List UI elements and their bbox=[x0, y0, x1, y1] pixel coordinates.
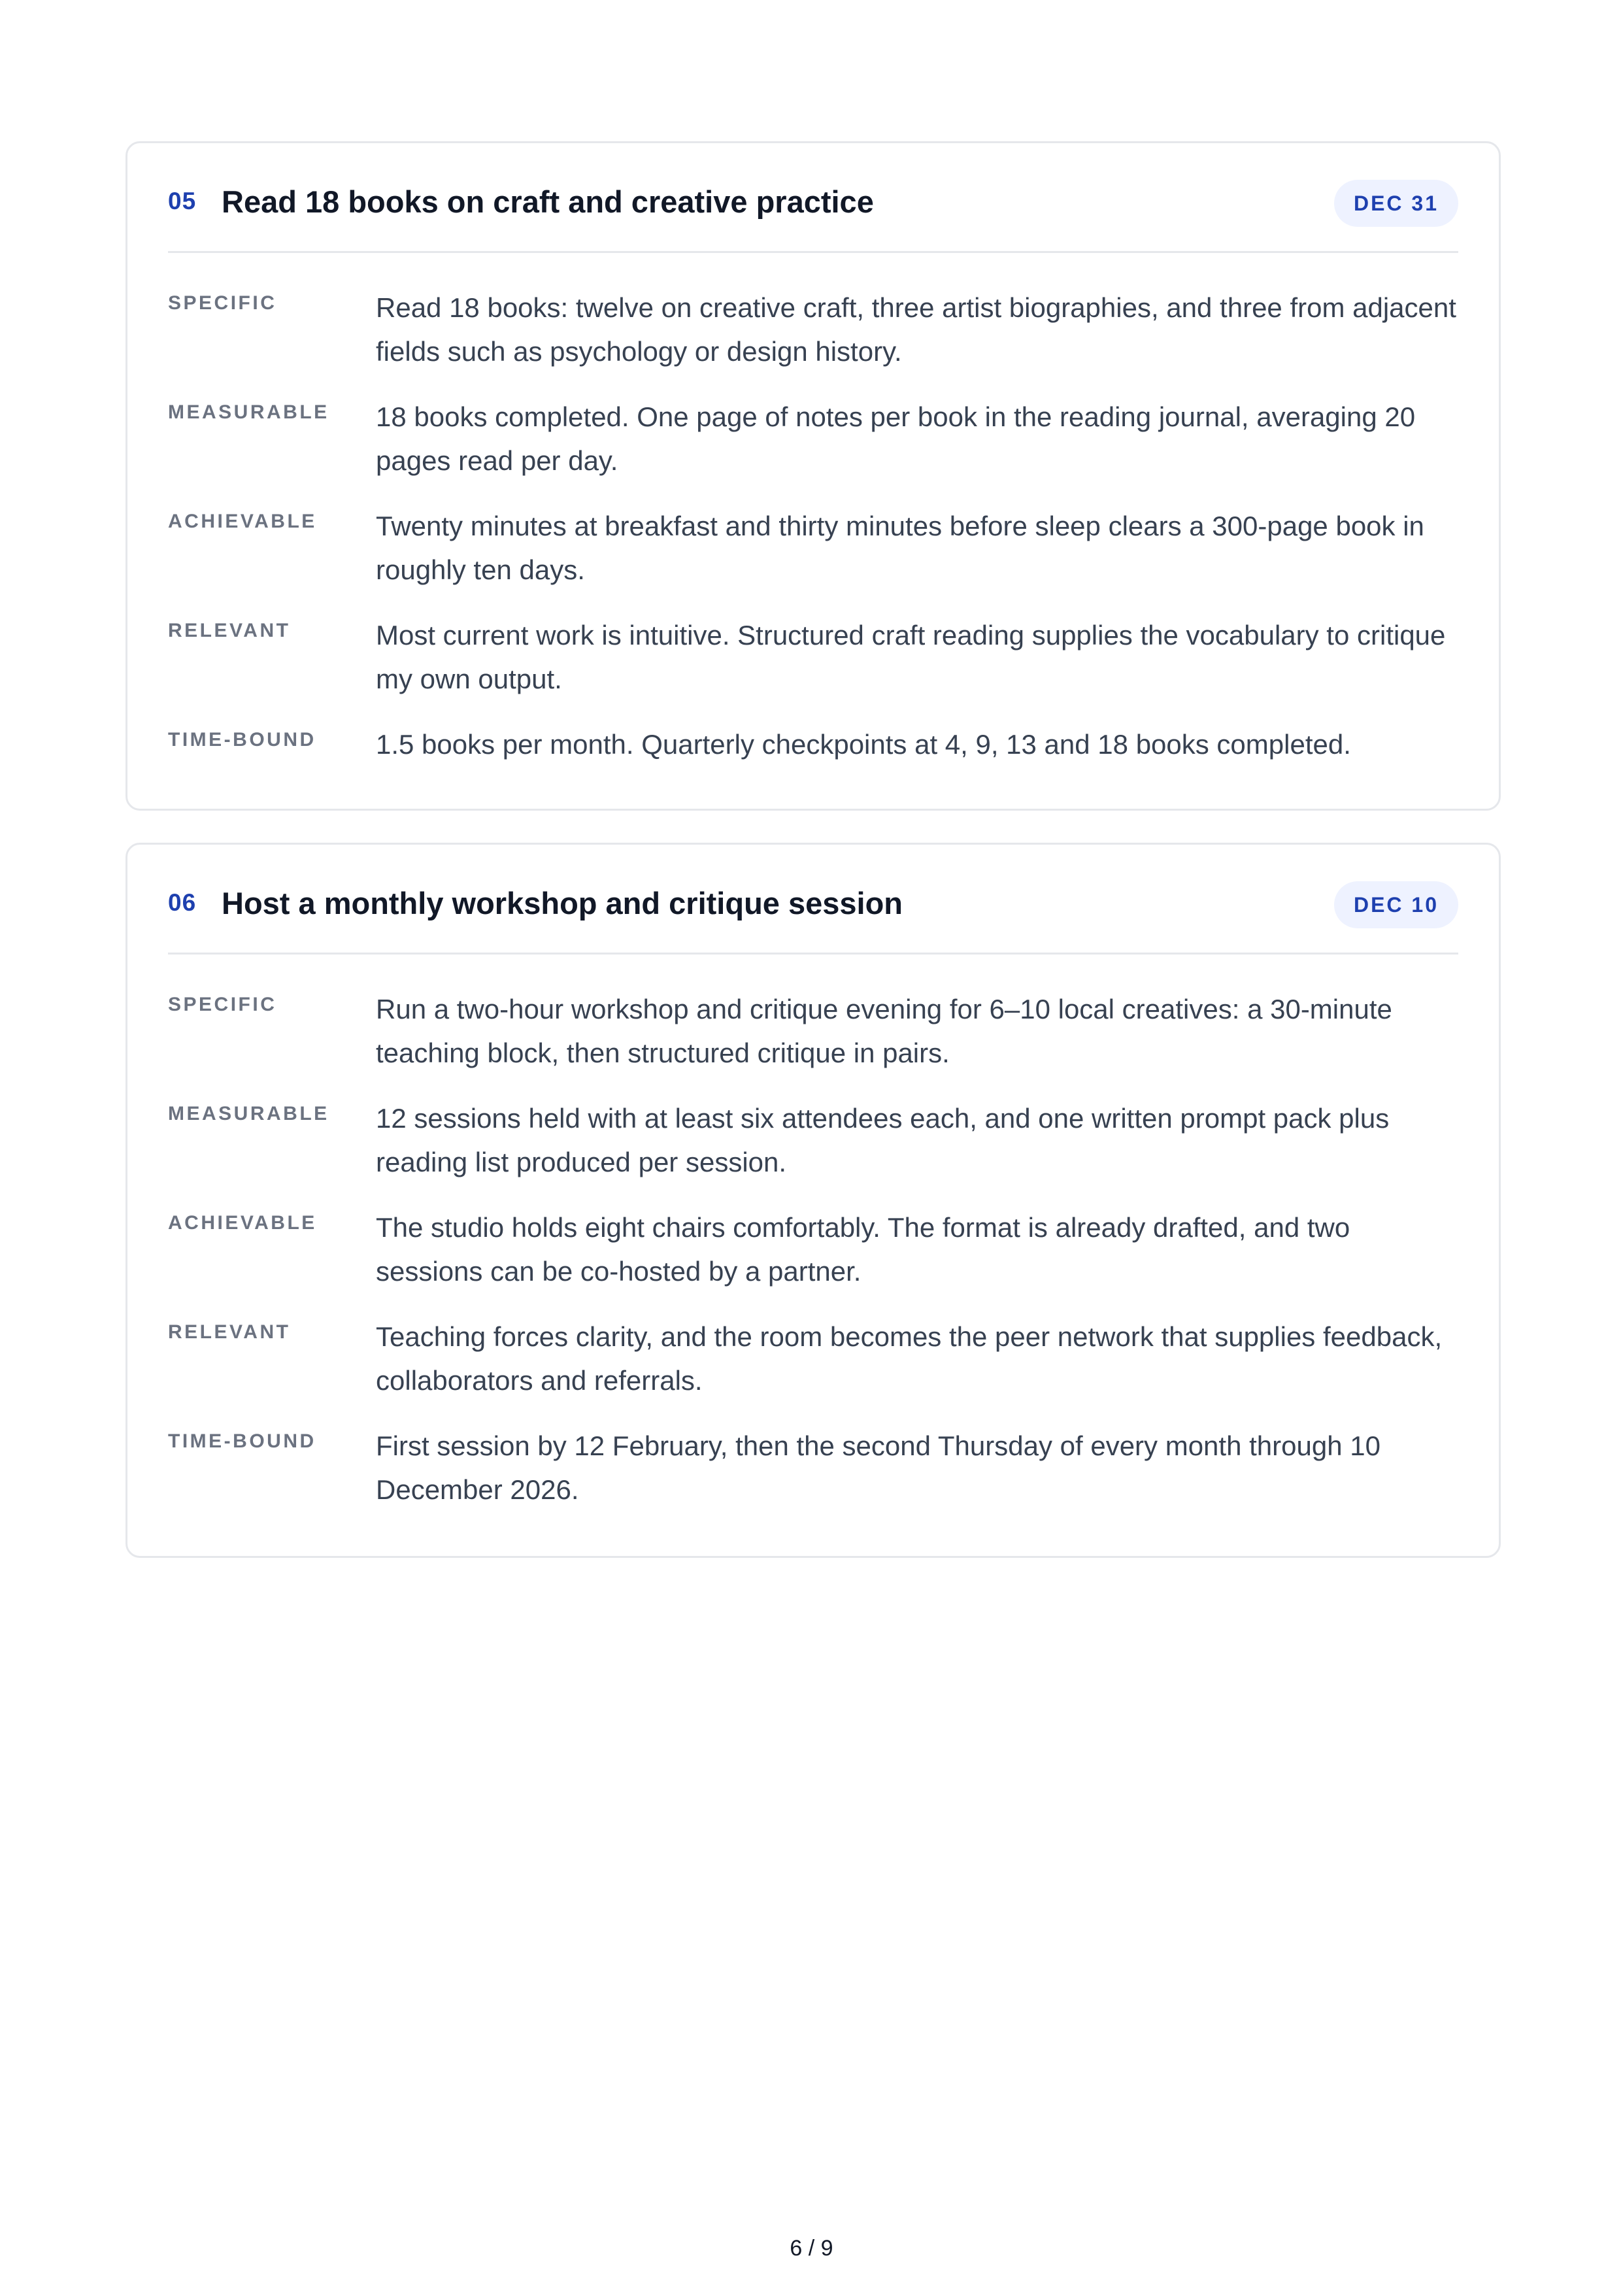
due-date-badge: DEC 31 bbox=[1334, 180, 1458, 227]
criterion-text: Teaching forces clarity, and the room becomes the peer network that supplies feedback, collaborators and referrals. bbox=[376, 1321, 1443, 1396]
goal-card bbox=[125, 843, 1501, 1558]
criterion-text: Read 18 books: twelve on creative craft, three artist biographies, and three from adjacent fields such as psychology or design history. bbox=[376, 292, 1456, 367]
smart-criteria-list bbox=[168, 954, 1458, 1511]
criterion-label: ACHIEVABLE bbox=[168, 511, 317, 532]
criterion-text: 12 sessions held with at least six attendees each, and one written prompt pack plus reading list produced per session. bbox=[376, 1103, 1390, 1177]
criterion-label: TIME-BOUND bbox=[168, 1430, 316, 1452]
criterion-row-achievable bbox=[168, 1206, 1458, 1293]
criterion-row-time-bound bbox=[168, 1424, 1458, 1511]
criterion-label: TIME-BOUND bbox=[168, 729, 316, 751]
criterion-row-specific bbox=[168, 987, 1458, 1075]
criterion-label: ACHIEVABLE bbox=[168, 1212, 317, 1234]
criterion-row-relevant bbox=[168, 1315, 1458, 1402]
due-date-badge: DEC 10 bbox=[1334, 881, 1458, 928]
criterion-text: Run a two-hour workshop and critique evening for 6–10 local creatives: a 30-minute teaching block, then structured critique in pairs. bbox=[376, 994, 1392, 1068]
criterion-text: 18 books completed. One page of notes per book in the reading journal, averaging 20 pages read per day. bbox=[376, 401, 1416, 476]
criterion-row-relevant bbox=[168, 613, 1458, 701]
goal-title: Host a monthly workshop and critique session bbox=[222, 886, 903, 920]
goal-header bbox=[168, 143, 1458, 253]
criterion-text: Most current work is intuitive. Structured craft reading supplies the vocabulary to critique my own output. bbox=[376, 620, 1446, 694]
criterion-label: MEASURABLE bbox=[168, 1103, 329, 1124]
smart-criteria-list bbox=[168, 253, 1458, 766]
goal-header bbox=[168, 845, 1458, 954]
criterion-text: First session by 12 February, then the second Thursday of every month through 10 December 2026. bbox=[376, 1430, 1380, 1505]
goal-number: 06 bbox=[168, 889, 197, 916]
criterion-row-measurable bbox=[168, 1096, 1458, 1184]
criterion-text: Twenty minutes at breakfast and thirty minutes before sleep clears a 300-page book in roughly ten days. bbox=[376, 511, 1424, 585]
criterion-row-time-bound bbox=[168, 722, 1458, 766]
criterion-text: The studio holds eight chairs comfortably. The format is already drafted, and two sessions can be co-hosted by a partner. bbox=[376, 1212, 1350, 1287]
page-number: 6 / 9 bbox=[790, 2236, 833, 2261]
criterion-row-specific bbox=[168, 286, 1458, 373]
criterion-label: SPECIFIC bbox=[168, 994, 277, 1015]
goal-title: Read 18 books on craft and creative practice bbox=[222, 184, 874, 219]
criterion-label: SPECIFIC bbox=[168, 292, 277, 314]
criterion-label: RELEVANT bbox=[168, 620, 291, 641]
criterion-label: RELEVANT bbox=[168, 1321, 291, 1343]
criterion-label: MEASURABLE bbox=[168, 401, 329, 423]
goal-number: 05 bbox=[168, 188, 197, 214]
goal-card bbox=[125, 141, 1501, 811]
criterion-row-measurable bbox=[168, 395, 1458, 482]
criterion-text: 1.5 books per month. Quarterly checkpoints at 4, 9, 13 and 18 books completed. bbox=[376, 729, 1351, 760]
criterion-row-achievable bbox=[168, 504, 1458, 592]
